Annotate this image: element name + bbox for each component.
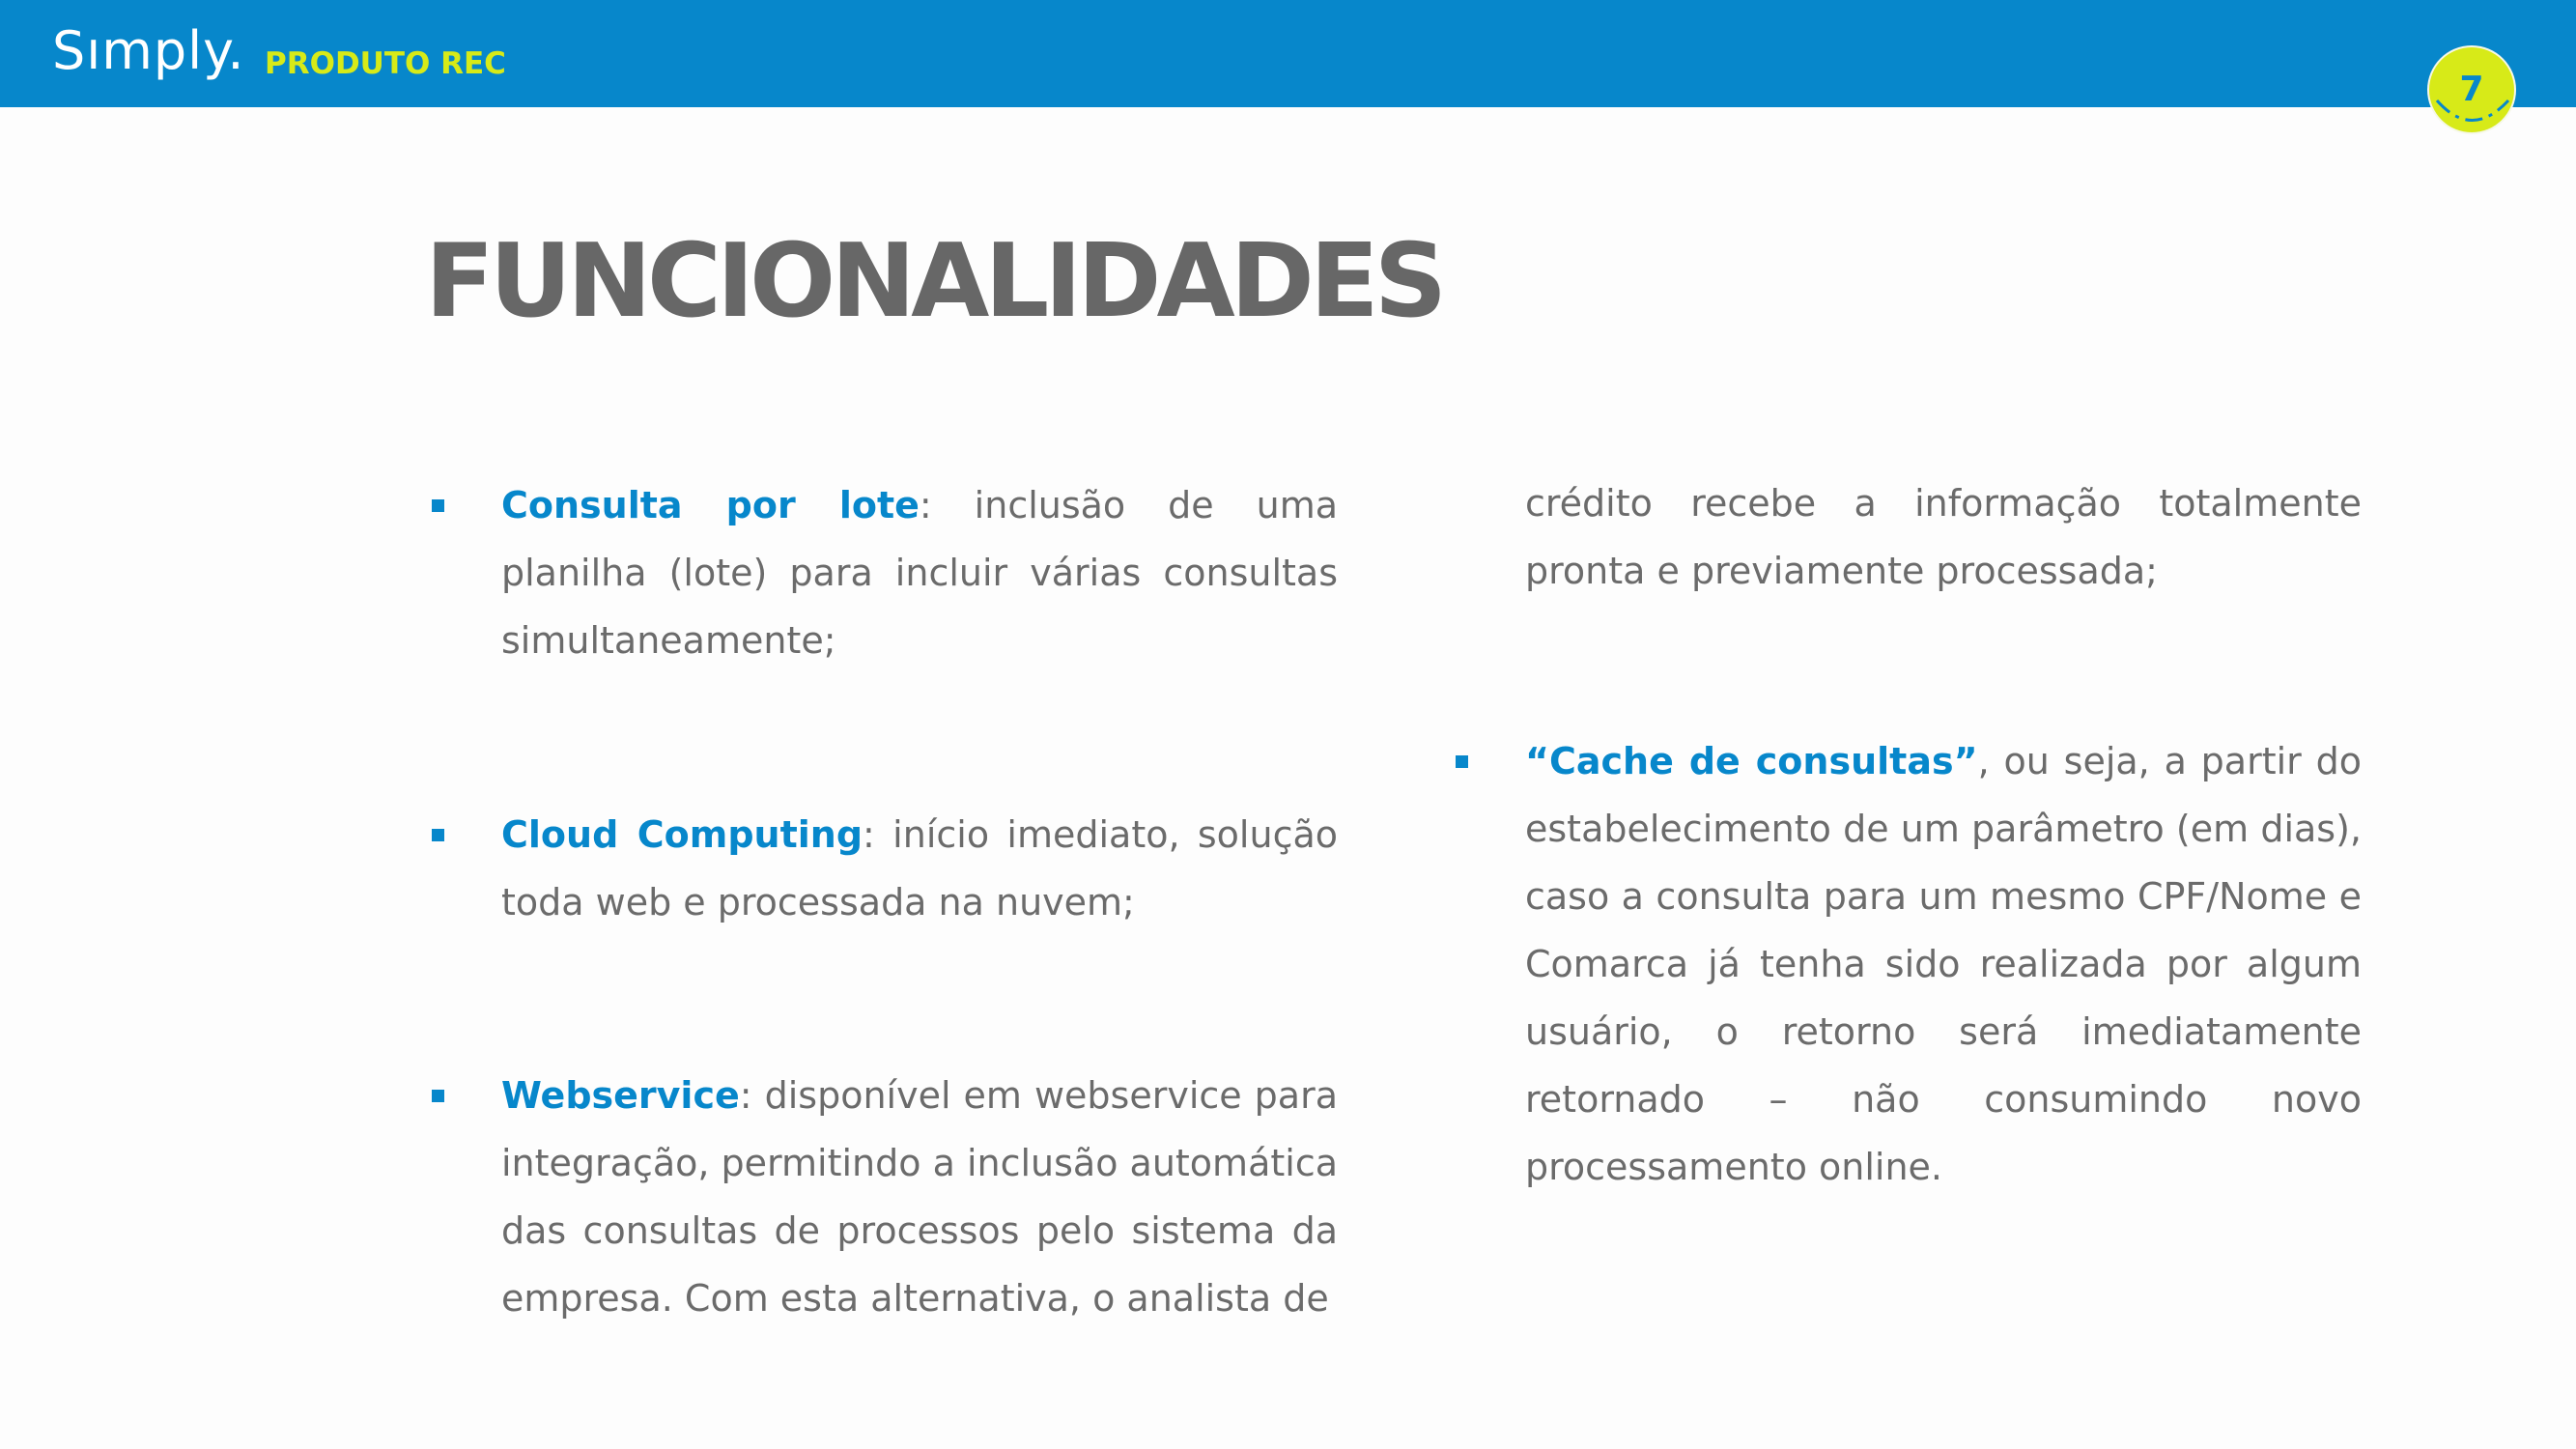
feature-item — [501, 801, 1338, 936]
feature-term: Cloud Computing — [501, 813, 863, 856]
simply-logo: Sımply. — [52, 20, 245, 81]
feature-item — [501, 1062, 1338, 1332]
bullet-icon — [432, 1090, 444, 1102]
feature-description: : início imediato, solução toda web e processada na nuvem; — [501, 813, 1338, 923]
feature-description: , ou seja, a partir do estabelecimento de um parâmetro (em dias), caso a consulta para um mesmo CPF/Nome e Comarca já tenha sido realizada por algum usuário, o retorno será imediatamente retornado – não consumindo novo processamento online. — [1525, 740, 2362, 1188]
feature-description: : inclusão de uma planilha (lote) para incluir várias consultas simultaneamente; — [501, 484, 1338, 662]
feature-term: Consulta por lote — [501, 484, 920, 526]
feature-item — [1525, 727, 2362, 1201]
feature-term: “Cache de consultas” — [1525, 740, 1978, 782]
bullet-icon — [432, 829, 444, 841]
top-bar — [0, 0, 2576, 107]
feature-description: : disponível em webservice para integração, permitindo a inclusão automática das consultas de processos pelo sistema da empresa. Com esta alternativa, o analista de — [501, 1074, 1338, 1320]
page-number: 7 — [2459, 70, 2484, 109]
continued-description: crédito recebe a informação totalmente pronta e previamente processada; — [1525, 482, 2362, 592]
product-label: PRODUTO REC — [265, 46, 506, 81]
page-title: FUNCIONALIDADES — [425, 222, 1443, 340]
feature-item — [501, 471, 1338, 674]
bullet-icon — [432, 499, 444, 512]
feature-term: Webservice — [501, 1074, 740, 1117]
bullet-icon — [1456, 755, 1468, 768]
